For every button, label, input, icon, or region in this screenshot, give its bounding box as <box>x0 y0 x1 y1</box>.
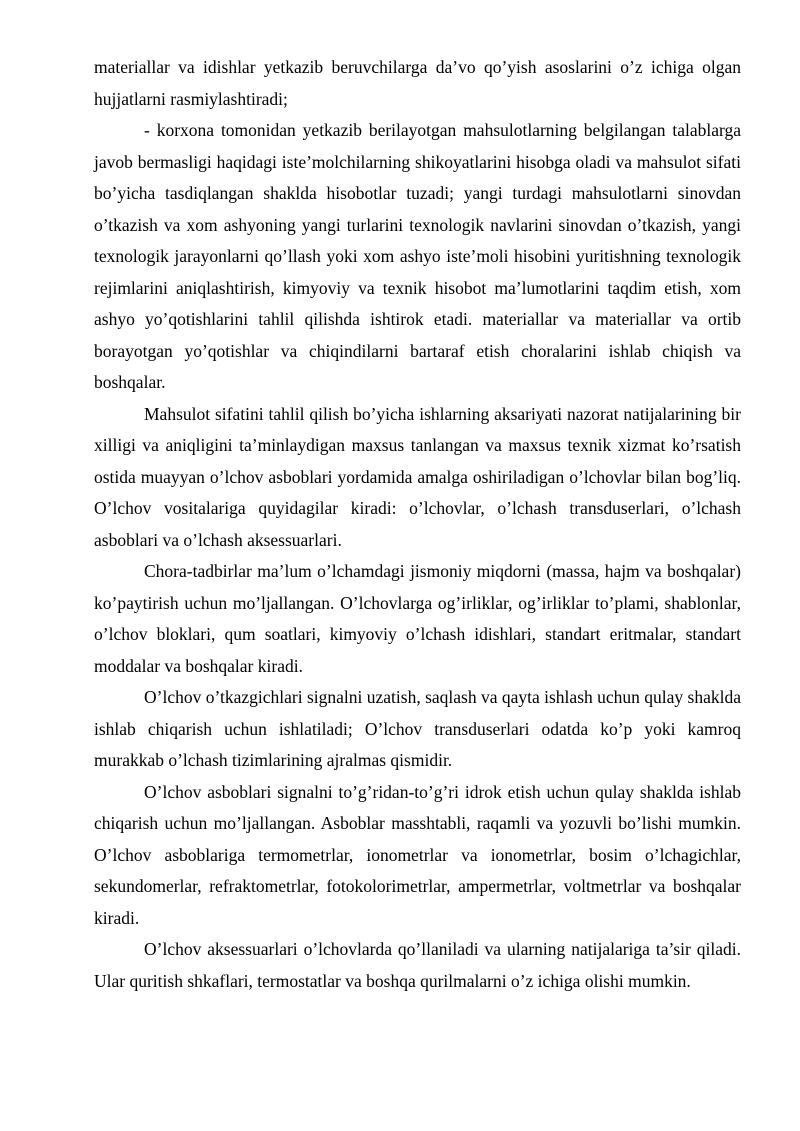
paragraph-transducers: O’lchov o’tkazgichlari signalni uzatish, saqlash va qayta ishlash uchun qulay shaklda ishlab chiqarish uchun ishlatiladi; O’lchov transduserlari odatda ko’p yoki kamroq murakkab o’lchash tizimlarining ajralmas qismidir. <box>94 687 741 770</box>
paragraph-continuation: materiallar va idishlar yetkazib beruvchilarga da’vo qo’yish asoslarini o’z ichiga olgan hujjatlarni rasmiylashtiradi; <box>94 57 741 109</box>
document-page <box>94 52 741 997</box>
paragraph-measures: Chora-tadbirlar ma’lum o’lchamdagi jismoniy miqdorni (massa, hajm va boshqalar) ko’paytirish uchun mo’ljallangan. O’lchovlarga og’irliklar, og’irliklar to’plami, shablonlar, o’lchov bloklari, qum soatlari, kimyoviy o’lchash idishlari, standart eritmalar, standart moddalar va boshqalar kiradi. <box>94 561 741 676</box>
paragraph-accessories: O’lchov aksessuarlari o’lchovlarda qo’llaniladi va ularning natijalariga ta’sir qiladi. Ular quritish shkaflari, termostatlar va boshqa qurilmalarni o’z ichiga olishi mumkin. <box>94 939 741 991</box>
paragraph-instruments: O’lchov asboblari signalni to’g’ridan-to’g’ri idrok etish uchun qulay shaklda ishlab chiqarish uchun mo’ljallangan. Asboblar masshtabli, raqamli va yozuvli bo’lishi mumkin. O’lchov asboblariga termometrlar, ionometrlar va ionometrlar, bosim o’lchagichlar, sekundomerlar, refraktometrlar, fotokolorimetrlar, ampermetrlar, voltmetrlar va boshqalar kiradi. <box>94 781 741 928</box>
paragraph-list-item: - korxona tomonidan yetkazib berilayotgan mahsulotlarning belgilangan talablarga javob bermasligi haqidagi iste’molchilarning shikoyatlarini hisobga oladi va mahsulot sifati bo’yicha tasdiqlangan shaklda hisobotlar tuzadi; yangi turdagi mahsulotlarni sinovdan o’tkazish va xom ashyoning yangi turlarini texnologik navlarini sinovdan o’tkazish, yangi texnologik jarayonlarni qo’llash yoki xom ashyo iste’moli hisobini yuritishning texnologik rejimlarini aniqlashtirish, kimyoviy va texnik hisobot ma’lumotlarini taqdim etish, xom ashyo yo’qotishlarini tahlil qilishda ishtirok etadi. materiallar va materiallar va ortib borayotgan yo’qotishlar va chiqindilarni bartaraf etish choralarini ishlab chiqish va boshqalar. <box>94 120 741 392</box>
paragraph-quality-analysis: Mahsulot sifatini tahlil qilish bo’yicha ishlarning aksariyati nazorat natijalarining bir xilligi va aniqligini ta’minlaydigan maxsus tanlangan va maxsus texnik xizmat ko’rsatish ostida muayyan o’lchov asboblari yordamida amalga oshiriladigan o’lchovlar bilan bog’liq. O’lchov vositalariga quyidagilar kiradi: o’lchovlar, o’lchash transduserlari, o’lchash asboblari va o’lchash aksessuarlari. <box>94 403 741 550</box>
